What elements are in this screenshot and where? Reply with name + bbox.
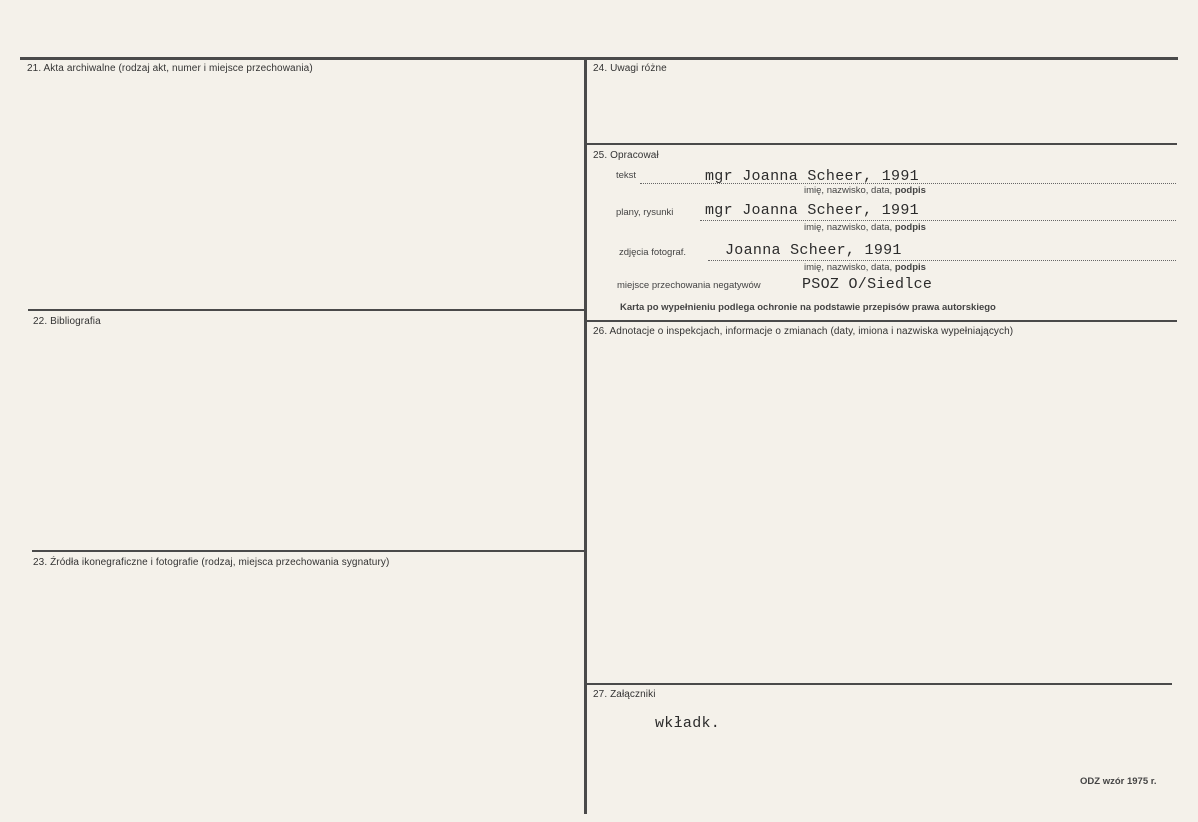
zdjecia-caption: imię, nazwisko, data, podpis	[804, 262, 926, 273]
tekst-value: mgr Joanna Scheer, 1991	[705, 168, 919, 185]
zdjecia-dotted-line	[708, 260, 1176, 261]
tekst-label: tekst	[616, 170, 637, 181]
center-divider	[584, 57, 587, 814]
rule-25-26	[587, 320, 1177, 322]
zdjecia-label: zdjęcia fotograf.	[619, 247, 687, 258]
plany-caption: imię, nazwisko, data, podpis	[804, 222, 926, 233]
plany-value: mgr Joanna Scheer, 1991	[705, 202, 919, 219]
plany-label: plany, rysunki	[616, 207, 674, 218]
copyright-notice: Karta po wypełnieniu podlega ochronie na podstawie przepisów prawa autorskiego	[620, 302, 996, 313]
miejsce-label: miejsce przechowania negatywów	[617, 280, 761, 291]
top-rule	[20, 57, 1178, 60]
form-identifier: ODZ wzór 1975 r.	[1080, 776, 1157, 787]
tekst-caption: imię, nazwisko, data, podpis	[804, 185, 926, 196]
zdjecia-value: Joanna Scheer, 1991	[725, 242, 902, 259]
section-26-label: 26. Adnotacje o inspekcjach, informacje o zmianach (daty, imiona i nazwiska wypełniających)	[593, 326, 1014, 337]
rule-26-27	[587, 683, 1172, 685]
section-27-label: 27. Załączniki	[593, 689, 656, 700]
section-22-label: 22. Bibliografia	[33, 316, 101, 327]
rule-22-23	[32, 550, 584, 552]
section-24-label: 24. Uwagi różne	[593, 63, 667, 74]
section-23-label: 23. Źródła ikonegraficzne i fotografie (rodzaj, miejsca przechowania sygnatury)	[33, 557, 390, 568]
rule-21-22	[28, 309, 584, 311]
section-25-label: 25. Opracował	[593, 150, 659, 161]
rule-24-25	[587, 143, 1177, 145]
miejsce-value: PSOZ O/Siedlce	[802, 276, 933, 293]
plany-dotted-line	[700, 220, 1176, 221]
attachments-value: wkładk.	[655, 715, 721, 732]
section-21-label: 21. Akta archiwalne (rodzaj akt, numer i miejsce przechowania)	[27, 63, 313, 74]
